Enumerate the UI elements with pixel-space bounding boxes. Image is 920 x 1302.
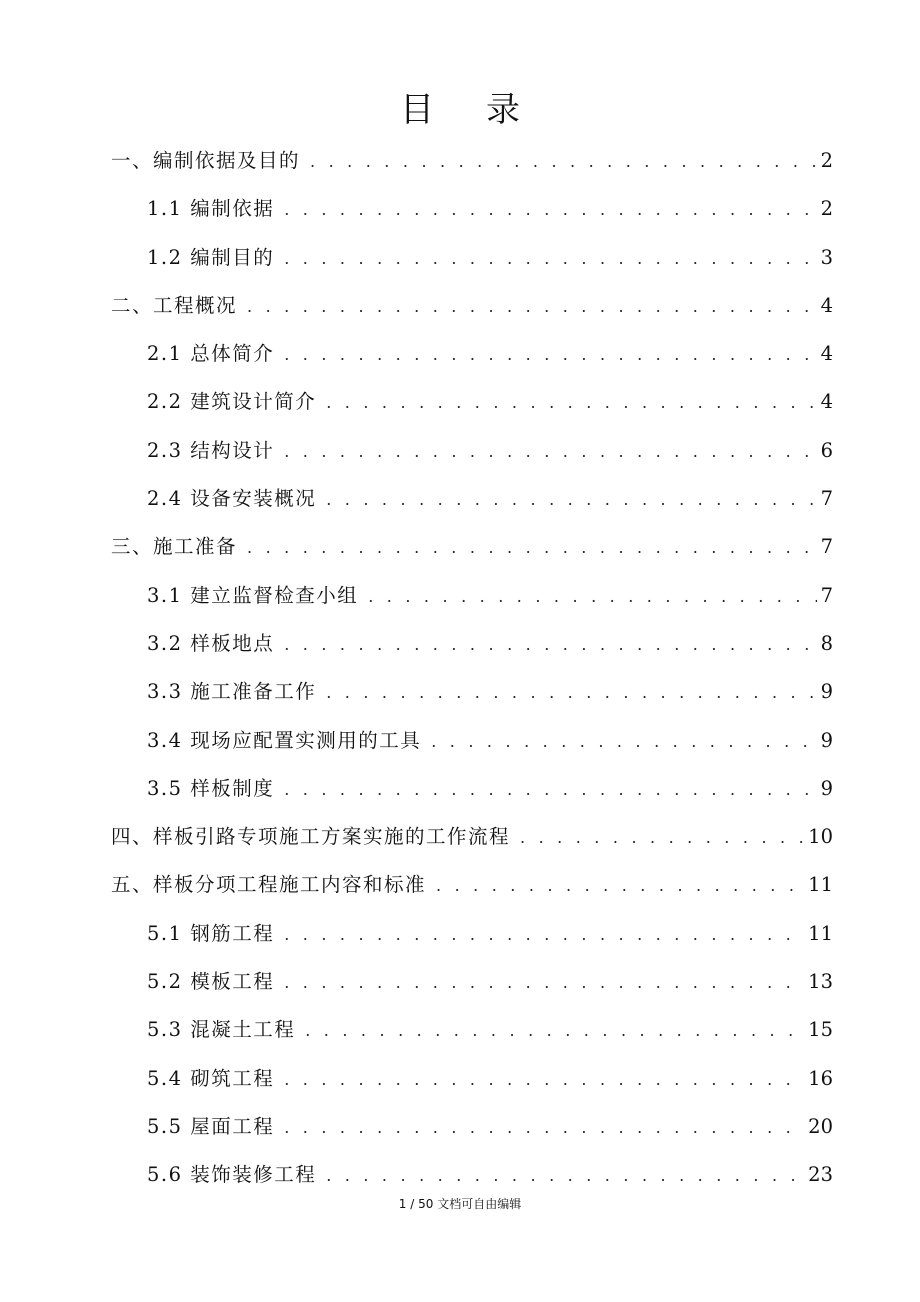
toc-entry[interactable] (111, 526, 833, 574)
toc-entry-label: 5.4 砌筑工程 (147, 1066, 275, 1090)
toc-dot-leader (284, 189, 816, 231)
toc-entry[interactable] (111, 237, 833, 285)
toc-entry-label: 2.1 总体简介 (147, 342, 275, 366)
toc-entry-label: 3.4 现场应配置实测用的工具 (147, 728, 422, 752)
toc-entry[interactable] (111, 188, 833, 236)
toc-entry[interactable] (111, 333, 833, 381)
toc-entry-page-number: 7 (820, 487, 833, 511)
toc-dot-leader (284, 962, 804, 1004)
toc-entry-label: 二、工程概况 (111, 293, 238, 317)
toc-entry-label: 3.3 施工准备工作 (147, 680, 317, 704)
table-of-contents (111, 140, 833, 1203)
toc-entry-page-number: 23 (808, 1163, 833, 1187)
toc-dot-leader (326, 1155, 804, 1197)
toc-entry[interactable] (111, 864, 833, 912)
page-footer: 1 / 50 文档可自由编辑 (398, 1197, 522, 1211)
toc-dot-leader (284, 769, 816, 811)
toc-entry-page-number: 10 (808, 825, 833, 849)
toc-entry-label: 5.5 屋面工程 (147, 1114, 275, 1138)
toc-entry-page-number: 9 (820, 776, 833, 800)
toc-dot-leader (284, 334, 816, 376)
toc-dot-leader (284, 431, 816, 473)
toc-entry[interactable] (111, 913, 833, 961)
toc-entry[interactable] (111, 1058, 833, 1106)
toc-dot-leader (310, 141, 817, 183)
toc-entry[interactable] (111, 1009, 833, 1057)
toc-entry-page-number: 4 (820, 390, 833, 414)
toc-entry-label: 三、施工准备 (111, 535, 238, 559)
toc-entry-label: 1.1 编制依据 (147, 197, 275, 221)
toc-dot-leader (305, 1010, 804, 1052)
toc-entry-label: 5.2 模板工程 (147, 970, 275, 994)
toc-entry-label: 3.1 建立监督检查小组 (147, 583, 359, 607)
toc-dot-leader (436, 865, 804, 907)
toc-entry-page-number: 15 (808, 1018, 833, 1042)
toc-entry[interactable] (111, 671, 833, 719)
toc-dot-leader (520, 817, 804, 859)
toc-entry-page-number: 16 (808, 1066, 833, 1090)
toc-title: 目录 (400, 90, 572, 130)
toc-entry-label: 3.2 样板地点 (147, 631, 275, 655)
toc-entry-label: 2.4 设备安装概况 (147, 487, 317, 511)
toc-dot-leader (431, 721, 816, 763)
toc-dot-leader (284, 1059, 804, 1101)
toc-dot-leader (247, 286, 817, 328)
toc-entry-page-number: 7 (820, 583, 833, 607)
toc-entry[interactable] (111, 430, 833, 478)
toc-entry-label: 2.3 结构设计 (147, 438, 275, 462)
toc-dot-leader (284, 914, 804, 956)
toc-entry-page-number: 7 (820, 535, 833, 559)
toc-entry[interactable] (111, 381, 833, 429)
toc-entry-label: 五、样板分项工程施工内容和标准 (111, 873, 427, 897)
toc-entry-page-number: 13 (808, 970, 833, 994)
toc-entry-page-number: 9 (820, 728, 833, 752)
toc-entry-label: 一、编制依据及目的 (111, 149, 301, 172)
toc-dot-leader (247, 527, 817, 569)
toc-dot-leader (368, 576, 816, 618)
toc-entry-label: 3.5 样板制度 (147, 776, 275, 800)
toc-entry-page-number: 2 (820, 149, 833, 172)
toc-entry-label: 5.6 装饰装修工程 (147, 1163, 317, 1187)
toc-entry-page-number: 20 (808, 1114, 833, 1138)
toc-entry[interactable] (111, 285, 833, 333)
toc-entry-label: 1.2 编制目的 (147, 245, 275, 269)
toc-dot-leader (326, 382, 816, 424)
toc-entry-page-number: 9 (820, 680, 833, 704)
toc-entry-label: 2.2 建筑设计简介 (147, 390, 317, 414)
toc-dot-leader (326, 479, 816, 521)
toc-dot-leader (326, 672, 816, 714)
toc-entry[interactable] (111, 623, 833, 671)
toc-entry-page-number: 6 (820, 438, 833, 462)
toc-entry-label: 四、样板引路专项施工方案实施的工作流程 (111, 825, 511, 849)
toc-entry[interactable] (111, 575, 833, 623)
toc-entry-page-number: 3 (820, 245, 833, 269)
toc-entry-page-number: 2 (820, 197, 833, 221)
toc-entry-page-number: 4 (820, 342, 833, 366)
toc-entry-page-number: 4 (820, 293, 833, 317)
toc-entry-page-number: 11 (808, 873, 833, 897)
toc-entry[interactable] (111, 140, 833, 188)
toc-entry-page-number: 8 (820, 631, 833, 655)
toc-dot-leader (284, 238, 816, 280)
toc-entry[interactable] (111, 768, 833, 816)
toc-entry[interactable] (111, 816, 833, 864)
toc-dot-leader (284, 624, 816, 666)
toc-dot-leader (284, 1107, 804, 1149)
toc-entry[interactable] (111, 720, 833, 768)
toc-entry[interactable] (111, 478, 833, 526)
toc-entry-label: 5.1 钢筋工程 (147, 921, 275, 945)
toc-entry[interactable] (111, 961, 833, 1009)
toc-entry[interactable] (111, 1106, 833, 1154)
toc-entry-page-number: 11 (808, 921, 833, 945)
toc-entry-label: 5.3 混凝土工程 (147, 1018, 296, 1042)
